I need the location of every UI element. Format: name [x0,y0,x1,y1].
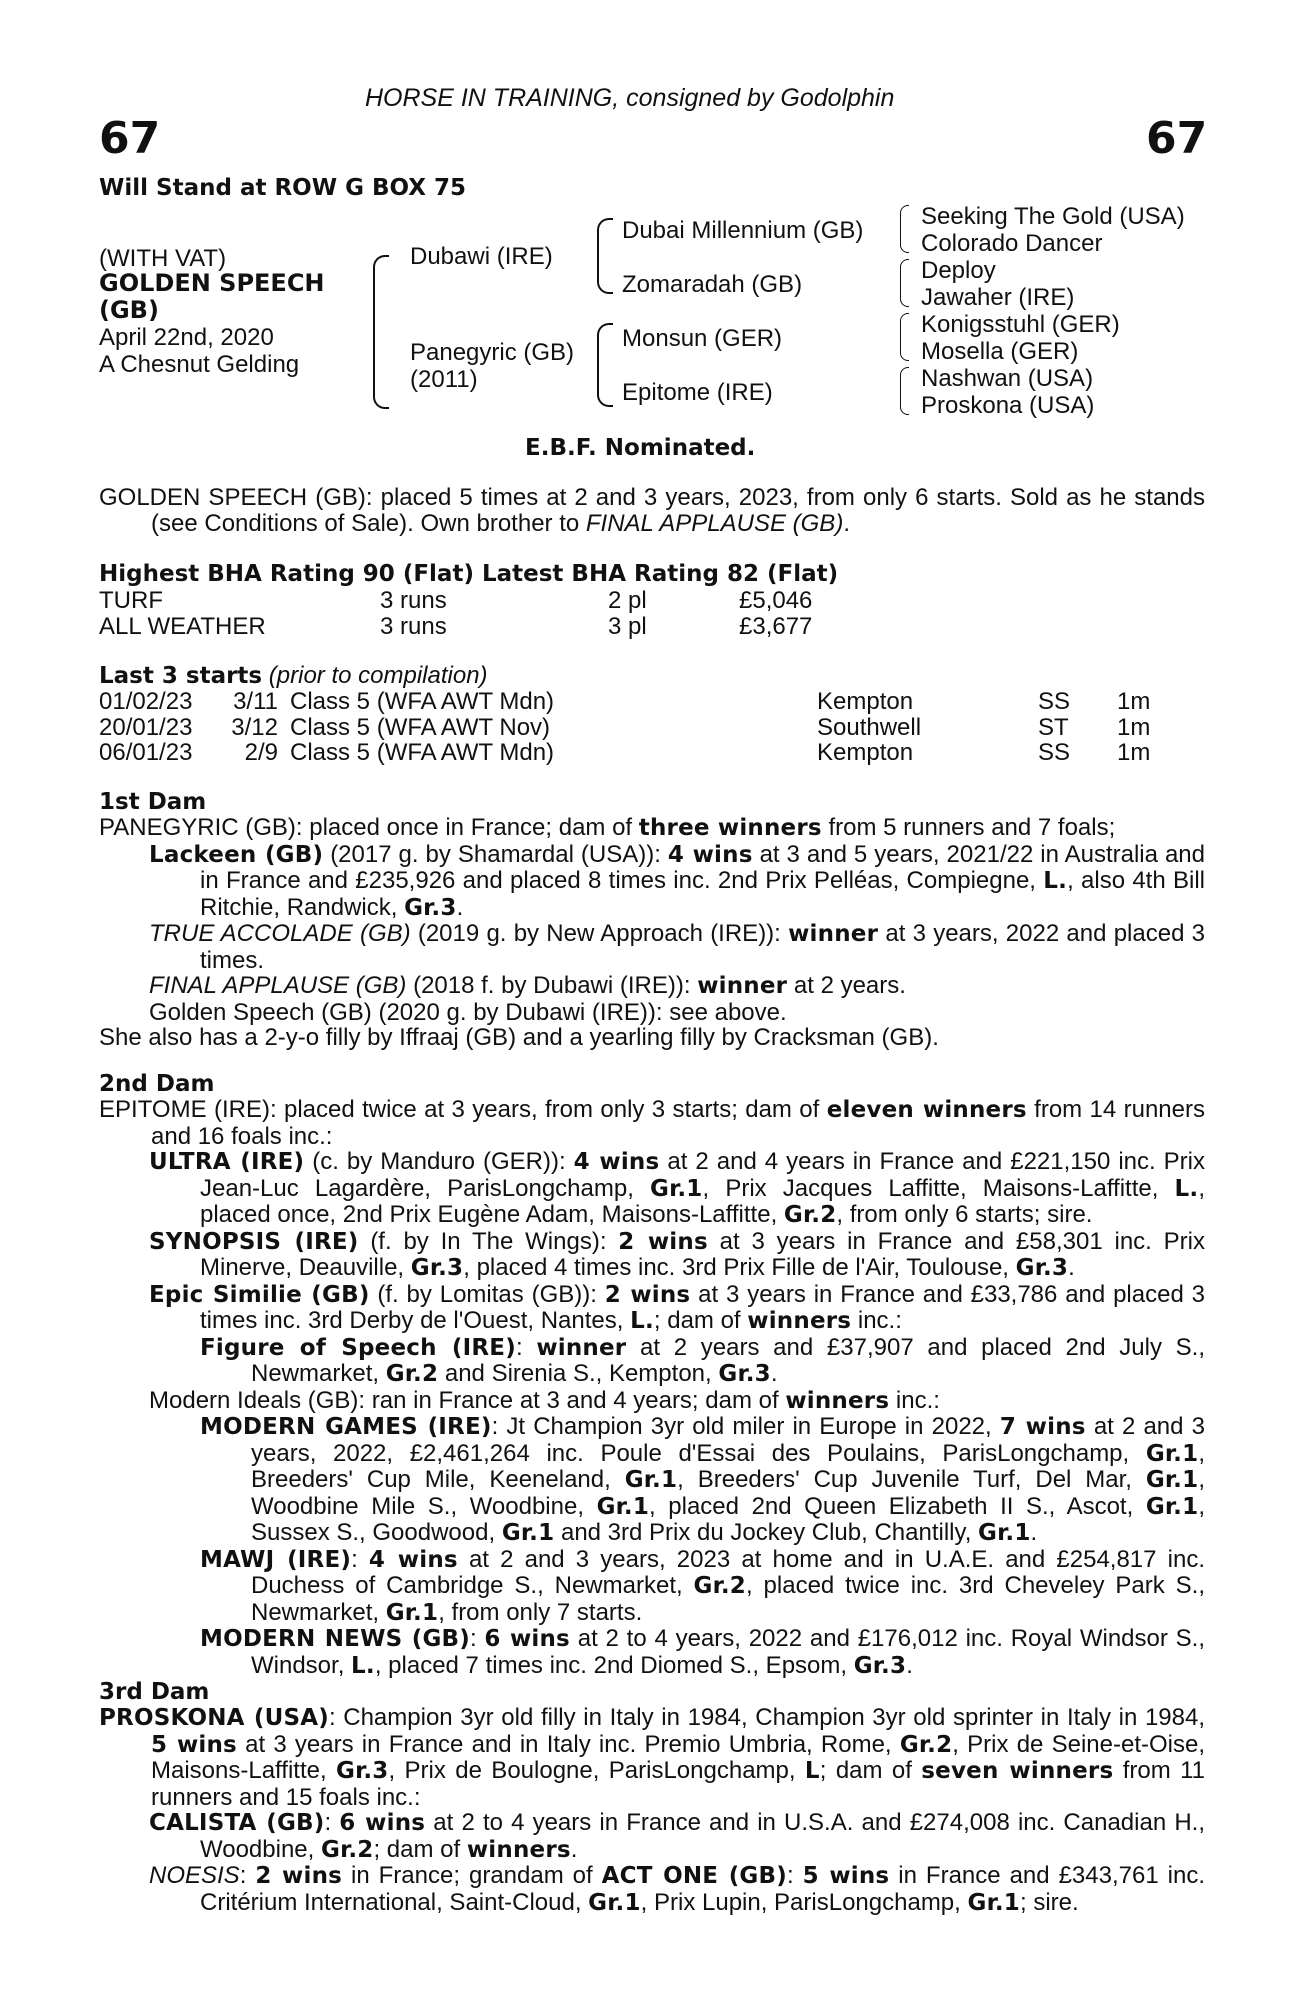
text: and 3rd Prix du Jockey Club, Chantilly, [554,1519,979,1546]
text: She also has a 2-y-o filly by Iffraaj (GB) and a yearling filly by Cracksman (GB). [99,1024,939,1051]
text: , placed 4 times inc. 3rd Prix Fille de l'Air, Toulouse, [463,1254,1016,1281]
placed: 3 pl [608,612,647,640]
text: at 2 and 3 years, 2022, £2,461,264 inc. Poule d'Essai des Poulains, ParisLongchamp, [251,1413,1205,1467]
grandparent-5: Konigsstuhl (GER) [921,311,1120,338]
emph: 4 wins [368,1546,458,1573]
text: : [324,1809,340,1836]
table-row [99,588,812,614]
progeny-name: Lackeen (GB) [149,841,324,868]
emph: Gr.2 [693,1573,747,1599]
progeny-name: CALISTA (GB) [149,1810,325,1836]
stand-location: Will Stand at ROW G BOX 75 [99,175,467,201]
text: at 3 years in France and in Italy inc. Premio Umbria, Rome, [236,1730,900,1758]
text: (2018 f. by Dubawi (IRE)): [406,972,698,999]
text: . [1068,1254,1075,1281]
surface: ALL WEATHER [99,612,266,640]
emph: 4 wins [667,841,753,868]
progeny-name: Epic Similie (GB) [149,1281,370,1308]
text: . [570,1835,578,1863]
emph: Gr.2 [385,1361,439,1387]
table-row [99,614,812,640]
last-starts-title: Last 3 starts [99,663,263,689]
text: , Prix de Seine-et-Oise, Maisons-Laffitte, [151,1730,1205,1784]
grandparent-6: Mosella (GER) [921,338,1079,365]
text: , Prix Jacques Laffitte, Maisons-Laffitte, [702,1174,1175,1202]
text: at 3 and 5 years, 2021/22 in Australia and in France and £235,926 and placed 8 times inc. 2nd Prix Pelléas, Compiegne, [200,840,1205,894]
text: at 2 and 4 years in France and £221,150 inc. Prix Jean-Luc Lagardère, ParisLongchamp, [200,1148,1205,1202]
text: in France and £343,761 inc. Critérium International, Saint-Cloud, [200,1862,1205,1916]
text: at 3 years in France and £33,786 and placed 3 times inc. 3rd Derby de l'Ouest, Nantes, [200,1280,1205,1334]
surface: TURF [99,587,163,614]
emph: 6 wins [339,1810,426,1836]
text: , Prix Lupin, ParisLongchamp, [640,1888,968,1916]
horse-suffix: (GB) [99,296,159,324]
race-surface: SS [1038,688,1071,715]
emph: winners [466,1836,571,1863]
dam-brace [597,323,613,407]
race-class: Class 5 (WFA AWT Mdn) [290,688,555,715]
placed: 2 pl [608,587,647,614]
emph: 5 wins [151,1731,237,1758]
text: from 5 runners and 7 foals; [821,814,1116,841]
emph: L. [351,1652,375,1679]
text: ; dam of [819,1757,922,1784]
text: PANEGYRIC (GB): placed once in France; dam of [99,814,639,841]
consignor-header: HORSE IN TRAINING, consigned by Godolphin [365,84,895,112]
first-dam-section [99,815,1205,1051]
grandparent-2: Colorado Dancer [921,230,1103,257]
progeny-name: MAWJ (IRE) [200,1546,352,1573]
text: at 2 years and £37,907 and placed 2nd July S., Newmarket, [251,1333,1206,1387]
lot-number-left: 67 [99,113,161,164]
dam-foaled: (2011) [410,366,478,393]
emph: Gr.1 [650,1175,703,1202]
text: from 14 runners and 16 foals inc.: [151,1096,1205,1150]
emph: 7 wins [999,1414,1086,1440]
emph: Gr.1 [588,1889,641,1916]
grandparent-3: Deploy [921,257,996,284]
first-dam-heading: 1st Dam [99,789,207,815]
race-distance: 1m [1117,688,1151,715]
race-position: 3/12 [231,713,278,741]
emph: Gr.1 [1145,1493,1199,1520]
grandparent-8: Proskona (USA) [921,392,1095,419]
text: from 11 runners and 15 foals inc.: [151,1757,1205,1811]
emph: eleven winners [826,1097,1027,1123]
text: (2017 g. by Shamardal (USA)): [323,840,668,868]
third-dam-heading: 3rd Dam [99,1679,210,1705]
progeny-name: SYNOPSIS (IRE) [149,1228,359,1255]
lot-number-right: 67 [1146,113,1208,164]
text: inc.: [889,1386,940,1414]
text: : [351,1545,369,1573]
prize: £3,677 [739,612,813,640]
race-surface: ST [1038,713,1069,741]
text: . [906,1651,913,1679]
g-brace-3 [900,313,909,361]
sire-sire: Dubai Millennium (GB) [622,217,864,244]
emph: Gr.3 [1015,1255,1069,1281]
text: ; sire. [1019,1888,1079,1916]
text: (f. by Lomitas (GB)): [369,1280,605,1308]
race-distance: 1m [1117,739,1151,766]
text: at 2 to 4 years in France and in U.S.A. and £274,008 inc. Canadian H., Woodbine, [200,1809,1205,1863]
emph: L [804,1758,820,1784]
text: , placed 2nd Queen Elizabeth II S., Ascot, [649,1492,1146,1520]
text: : Champion 3yr old filly in Italy in 1984, Champion 3yr old sprinter in Italy in 1984, [328,1704,1206,1731]
third-dam-section [99,1705,1205,1916]
form-summary-table [99,588,812,639]
race-class: Class 5 (WFA AWT Mdn) [290,739,555,766]
emph: Gr.3 [336,1758,389,1784]
g-brace-2 [900,259,909,307]
rating-heading: Highest BHA Rating 90 (Flat) Latest BHA Rating 82 (Flat) [99,561,839,587]
progeny-name: MODERN GAMES (IRE) [200,1414,492,1440]
emph: Gr.3 [410,1255,464,1281]
table-row [99,715,1150,741]
emph: L. [1043,868,1068,894]
race-date: 20/01/23 [99,713,193,741]
last-starts-heading [99,663,488,690]
race-date: 01/02/23 [99,688,193,715]
emph: Gr.2 [783,1202,837,1228]
second-dam-section [99,1097,1205,1679]
text: : [515,1333,537,1361]
dam-sire: Monsun (GER) [622,325,783,352]
text: Golden Speech (GB) (2020 g. by Dubawi (IRE)): see above. [149,998,787,1026]
text: , placed 7 times inc. 2nd Diomed S., Epsom, [374,1651,854,1679]
race-position: 3/11 [233,688,278,715]
text: inc.: [851,1307,902,1334]
progeny-name: FINAL APPLAUSE (GB) [149,972,407,999]
text: at 2 to 4 years, 2022 and £176,012 inc. Royal Windsor S., Windsor, [251,1625,1205,1679]
dam: Panegyric (GB) [410,339,575,366]
foaling-date: April 22nd, 2020 [99,324,274,351]
emph: seven winners [921,1758,1114,1784]
emph: Gr.1 [967,1889,1020,1916]
text: Modern Ideals (GB): ran in France at 3 and 4 years; dam of [149,1386,786,1414]
emph: Gr.3 [404,894,457,921]
emph: Gr.1 [1145,1467,1199,1493]
emph: ACT ONE (GB) [601,1863,787,1889]
vat-note: (WITH VAT) [99,245,227,272]
grandparent-7: Nashwan (USA) [921,365,1094,392]
progeny-name: NOESIS [149,1862,240,1889]
grandparent-4: Jawaher (IRE) [921,284,1075,311]
text: , placed twice inc. 3rd Cheveley Park S., Newmarket, [251,1572,1205,1626]
sire: Dubawi (IRE) [410,243,553,270]
emph: three winners [638,815,822,841]
text: (c. by Manduro (GER)): [304,1148,574,1175]
emph: Gr.1 [501,1520,555,1546]
text: at 3 years in France and £58,301 inc. Prix Minerve, Deauville, [200,1227,1205,1281]
race-distance: 1m [1117,713,1151,741]
summary-end: . [843,509,850,537]
second-dam-heading: 2nd Dam [99,1071,215,1097]
progeny-name: TRUE ACCOLADE (GB) [149,920,411,947]
emph: winner [536,1334,627,1361]
emph: Gr.1 [596,1493,650,1520]
runs: 3 runs [380,612,447,640]
prize: £5,046 [739,587,813,614]
race-course: Kempton [817,688,914,715]
emph: Gr.1 [978,1520,1031,1546]
ebf-nominated: E.B.F. Nominated. [525,435,756,461]
text: . [456,893,464,921]
text: in France; grandam of [342,1862,602,1889]
emph: winner [788,921,879,947]
summary-brother: FINAL APPLAUSE (GB) [585,509,844,537]
emph: Gr.1 [385,1599,439,1626]
text: (f. by In The Wings): [358,1227,619,1255]
text: , Prix de Boulogne, ParisLongchamp, [388,1757,805,1784]
text: : Jt Champion 3yr old miler in Europe in 2022, [491,1413,1000,1440]
table-row [99,689,1150,715]
horse-description: A Chesnut Gelding [99,351,300,378]
last-starts-table [99,689,1150,766]
emph: 2 wins [618,1228,708,1255]
text: at 2 and 3 years, 2023 at home and in U.A.E. and £254,817 inc. Duchess of Cambridge S., Newmarket, [251,1545,1205,1599]
emph: Gr.3 [718,1361,771,1387]
text: , Woodbine Mile S., Woodbine, [251,1466,1205,1520]
runs: 3 runs [380,587,447,614]
emph: Gr.1 [1145,1440,1199,1467]
progeny-name: PROSKONA (USA) [99,1705,329,1731]
text: ; dam of [653,1307,748,1334]
emph: winner [697,973,788,999]
pedigree-brace [373,255,389,409]
emph: L. [1174,1175,1199,1202]
sire-dam: Zomaradah (GB) [622,271,803,298]
emph: Gr.3 [853,1652,907,1679]
text: , from only 7 starts. [438,1598,643,1626]
emph: 4 wins [573,1149,660,1175]
race-course: Southwell [817,713,922,741]
text: and Sirenia S., Kempton, [438,1360,719,1387]
emph: Gr.2 [899,1731,953,1758]
horse-summary [99,485,1205,536]
emph: 2 wins [255,1863,343,1889]
text: (2019 g. by New Approach (IRE)): [410,920,789,947]
emph: Gr.2 [320,1836,374,1863]
sire-brace [597,218,613,294]
emph: 2 wins [604,1281,691,1308]
race-course: Kempton [817,739,914,766]
horse-name: GOLDEN SPEECH [99,269,325,297]
text: . [770,1360,778,1387]
text: at 3 years, 2022 and placed 3 times. [200,920,1205,974]
text: at 2 years. [787,972,906,999]
progeny-name: ULTRA (IRE) [149,1149,305,1175]
text: ; dam of [373,1835,467,1863]
grandparent-1: Seeking The Gold (USA) [921,203,1185,230]
progeny-name: MODERN NEWS (GB) [200,1626,470,1652]
text: , Sussex S., Goodwood, [251,1492,1205,1546]
emph: L. [630,1308,654,1334]
text: EPITOME (IRE): placed twice at 3 years, from only 3 starts; dam of [99,1096,827,1123]
emph: 6 wins [484,1626,570,1652]
text: : [786,1862,803,1889]
text: , from only 6 starts; sire. [836,1201,1093,1228]
text: , Breeders' Cup Juvenile Turf, Del Mar, [677,1466,1146,1493]
text: , Breeders' Cup Mile, Keeneland, [251,1439,1205,1493]
race-date: 06/01/23 [99,739,193,766]
text: , placed once, 2nd Prix Eugène Adam, Maisons-Laffitte, [200,1174,1206,1228]
summary-text: GOLDEN SPEECH (GB): placed 5 times at 2 and 3 years, 2023, from only 6 starts. Sold as he stands (see Conditions of Sale). Own brother to [99,484,1205,537]
text: , also 4th Bill Ritchie, Randwick, [200,867,1205,921]
race-position: 2/9 [244,739,278,766]
dam-dam: Epitome (IRE) [622,379,773,406]
last-starts-note: (prior to compilation) [268,662,488,689]
progeny-name: Figure of Speech (IRE) [200,1334,516,1361]
g-brace-4 [900,367,909,415]
emph: winners [785,1387,890,1414]
table-row [99,740,1150,766]
text: . [1030,1519,1038,1546]
emph: 5 wins [802,1863,890,1889]
text: : [469,1625,485,1652]
race-class: Class 5 (WFA AWT Nov) [290,713,551,741]
emph: Gr.1 [624,1467,678,1493]
g-brace-1 [900,205,909,253]
emph: winners [747,1308,852,1334]
race-surface: SS [1038,739,1071,766]
text: : [239,1862,256,1889]
